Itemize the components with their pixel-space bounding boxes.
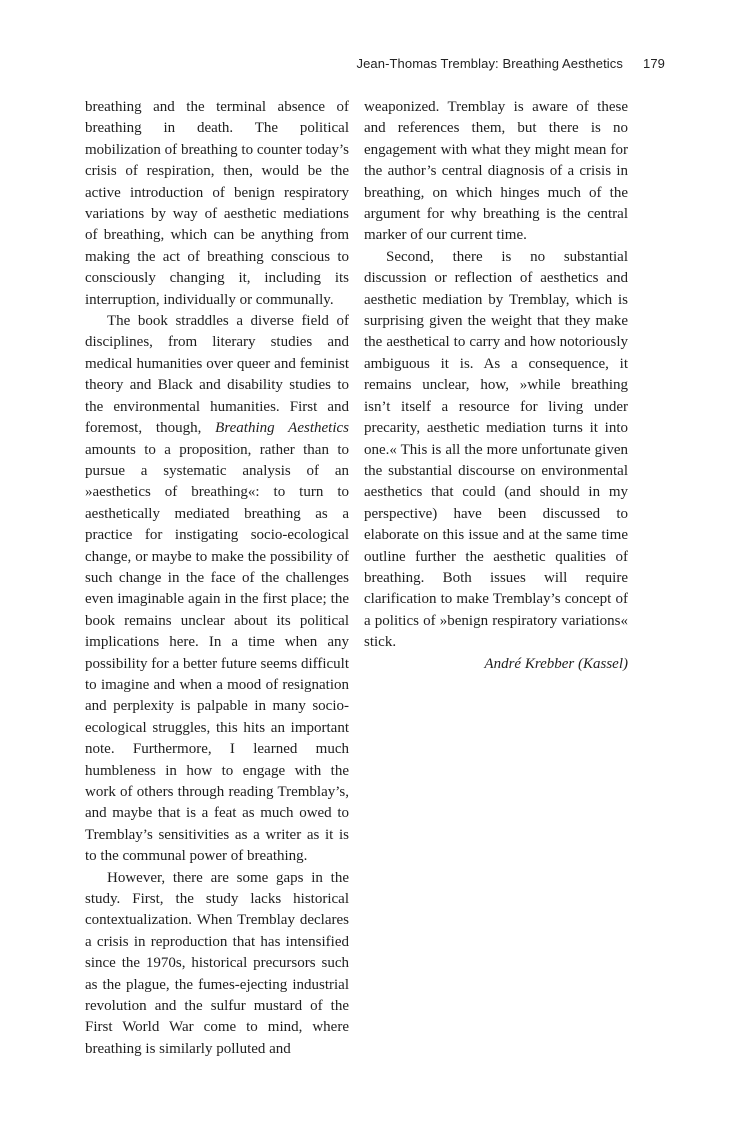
running-title: Jean-Thomas Tremblay: Breathing Aesthetics bbox=[356, 56, 623, 71]
paragraph: Second, there is no substantial discussion or reflection of aesthetics and aesthetic mediation by Tremblay, which is surprising given the weight that they make the aesthetical to carry and how notoriously ambiguous it is. As a consequence, it remains unclear, how, »while breathing isn’t itself a resource for living under precarity, aesthetic mediation turns it into one.« This is all the more unfortunate given the substantial discourse on environmental aesthetics that could (and should in my perspective) have been discussed to elaborate on this issue and at the same time outline further the aesthetic qualities of breathing. Both issues will require clarification to make Tremblay’s concept of a politics of »benign respiratory variations« stick. bbox=[364, 248, 628, 651]
paragraph: weaponized. Tremblay is aware of these and references them, but there is no engagement with what they might mean for the author’s central diagnosis of a crisis in breathing, on which hinges much of the argument for why breathing is the central marker of our current time. bbox=[364, 99, 628, 244]
paragraph: However, there are some gaps in the study. First, the study lacks historical contextualization. When Tremblay declares a crisis in reproduction that has intensified since the 1970s, historical precursors such as the plague, the fumes-ejecting industrial revolution and the sulfur mustard of the First World War come to mind, where breathing is similarly polluted and bbox=[85, 869, 349, 1057]
author-signature: André Krebber (Kassel) bbox=[484, 655, 628, 672]
text-run: The book straddles a diverse field of disciplines, from literary studies and medical humanities over queer and feminist theory and Black and disability studies to the environmental humanities. First and foremost, though, bbox=[85, 313, 349, 437]
book-title: Breathing Aesthetics bbox=[215, 420, 349, 437]
paragraph: breathing and the terminal absence of breathing in death. The political mobilization of breathing to counter today’s crisis of respiration, then, would be the active introduction of benign respiratory variations by way of aesthetic mediations of breathing, which can be anything from making the act of breathing conscious to consciously changing it, including its interruption, individually or communally. bbox=[85, 99, 349, 308]
text-run: amounts to a proposition, rather than to pursue a systematic analysis of an »aesthetics of breathing«: to turn to aesthetically mediated breathing as a practice for instigating socio-ecological change, or maybe to make the possibility of such change in the face of the challenges even imaginable again in the first place; the book remains unclear about its political implications here. In a time when any possibility for a better future seems difficult to imagine and when a mood of resignation and perplexity is palpable in many socio-ecological struggles, this hits an important note. Furthermore, I learned much humbleness in how to engage with the work of others through reading Tremblay’s, and maybe that is a feat as much owed to Tremblay’s sensitivities as a writer as it is to the communal power of breathing. bbox=[85, 441, 349, 865]
paragraph bbox=[85, 311, 349, 868]
running-header bbox=[357, 56, 666, 71]
page-number: 179 bbox=[643, 56, 665, 71]
right-column bbox=[364, 97, 628, 675]
left-column bbox=[85, 97, 349, 1060]
